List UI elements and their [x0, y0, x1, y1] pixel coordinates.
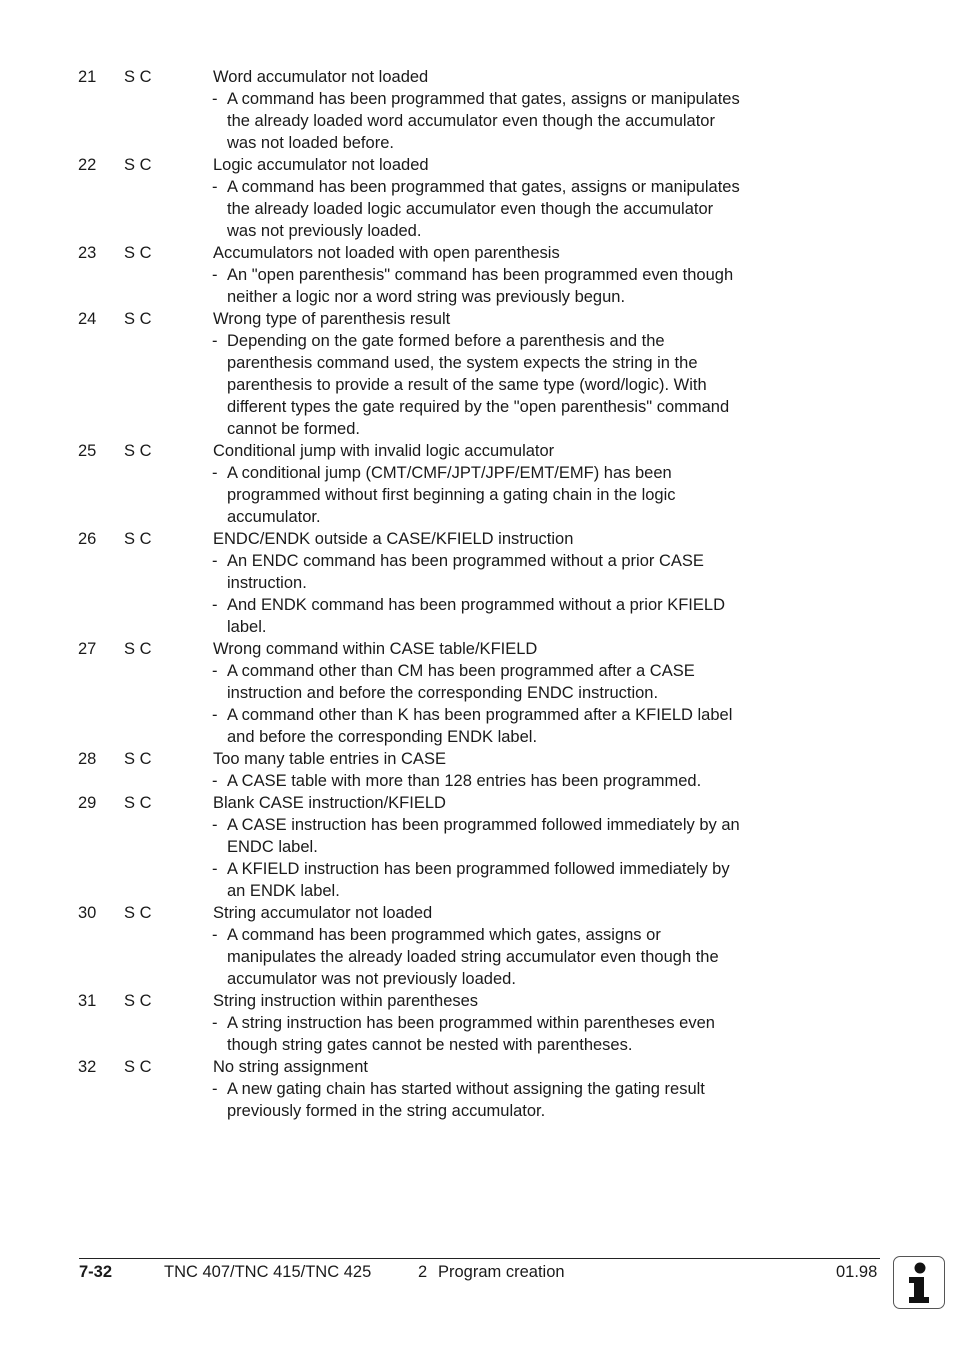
error-title: Logic accumulator not loaded — [213, 156, 429, 174]
cause-text: A command has been programmed which gates, assigns or — [227, 926, 661, 944]
error-type: S C — [124, 310, 152, 328]
cause-line — [0, 704, 954, 726]
error-title: Wrong type of parenthesis result — [213, 310, 451, 328]
cause-line — [0, 968, 954, 990]
error-title: String instruction within parentheses — [213, 992, 479, 1010]
error-title: Too many table entries in CASE — [213, 750, 446, 768]
footer-divider — [79, 1258, 880, 1259]
cause-line — [0, 132, 954, 154]
cause-text: instruction and before the corresponding ENDC instruction. — [227, 684, 659, 702]
error-header — [0, 440, 954, 462]
bullet-dash: - — [212, 1080, 218, 1098]
bullet-dash: - — [212, 706, 218, 724]
bullet-dash: - — [212, 816, 218, 834]
error-entry — [0, 528, 954, 638]
edition-date: 01.98 — [836, 1263, 878, 1281]
cause-line — [0, 616, 954, 638]
error-header — [0, 528, 954, 550]
cause-line — [0, 330, 954, 352]
error-number: 27 — [78, 640, 97, 658]
cause-text: A KFIELD instruction has been programmed followed immediately by — [227, 860, 730, 878]
cause-line — [0, 1078, 954, 1100]
cause-line — [0, 660, 954, 682]
cause-line — [0, 506, 954, 528]
error-header — [0, 154, 954, 176]
error-entry — [0, 1056, 954, 1122]
error-entry — [0, 638, 954, 748]
cause-line — [0, 770, 954, 792]
error-type: S C — [124, 640, 152, 658]
cause-line — [0, 110, 954, 132]
cause-line — [0, 198, 954, 220]
error-entry — [0, 748, 954, 792]
cause-text: and before the corresponding ENDK label. — [227, 728, 538, 746]
chapter-title: Program creation — [438, 1263, 565, 1281]
cause-line — [0, 880, 954, 902]
cause-text: programmed without first beginning a gating chain in the logic — [227, 486, 676, 504]
cause-text: And ENDK command has been programmed without a prior KFIELD — [227, 596, 725, 614]
error-header — [0, 990, 954, 1012]
cause-line — [0, 220, 954, 242]
error-number: 24 — [78, 310, 97, 328]
error-title: ENDC/ENDK outside a CASE/KFIELD instruction — [213, 530, 574, 548]
error-number: 32 — [78, 1058, 97, 1076]
cause-line — [0, 484, 954, 506]
cause-line — [0, 858, 954, 880]
cause-text: different types the gate required by the "open parenthesis" command — [227, 398, 730, 416]
cause-text: the already loaded logic accumulator even though the accumulator — [227, 200, 714, 218]
cause-text: A string instruction has been programmed within parentheses even — [227, 1014, 715, 1032]
cause-line — [0, 814, 954, 836]
cause-text: An ENDC command has been programmed without a prior CASE — [227, 552, 704, 570]
cause-line — [0, 836, 954, 858]
bullet-dash: - — [212, 596, 218, 614]
cause-text: the already loaded word accumulator even though the accumulator — [227, 112, 715, 130]
error-type: S C — [124, 156, 152, 174]
cause-line — [0, 726, 954, 748]
cause-line — [0, 682, 954, 704]
cause-line — [0, 1034, 954, 1056]
cause-line — [0, 572, 954, 594]
error-header — [0, 242, 954, 264]
cause-text: A command other than CM has been programmed after a CASE — [227, 662, 695, 680]
cause-line — [0, 924, 954, 946]
cause-text: an ENDK label. — [227, 882, 340, 900]
error-type: S C — [124, 442, 152, 460]
cause-text: A command other than K has been programmed after a KFIELD label — [227, 706, 733, 724]
cause-text: previously formed in the string accumulator. — [227, 1102, 546, 1120]
error-type: S C — [124, 244, 152, 262]
bullet-dash: - — [212, 772, 218, 790]
error-title: No string assignment — [213, 1058, 368, 1076]
bullet-dash: - — [212, 266, 218, 284]
error-type: S C — [124, 904, 152, 922]
cause-text: An "open parenthesis" command has been programmed even though — [227, 266, 734, 284]
cause-line — [0, 594, 954, 616]
info-icon — [893, 1256, 945, 1309]
bullet-dash: - — [212, 552, 218, 570]
cause-text: neither a logic nor a word string was previously begun. — [227, 288, 626, 306]
cause-text: A CASE table with more than 128 entries has been programmed. — [227, 772, 702, 790]
cause-text: instruction. — [227, 574, 307, 592]
cause-line — [0, 418, 954, 440]
cause-text: parenthesis command used, the system expects the string in the — [227, 354, 698, 372]
error-header — [0, 638, 954, 660]
error-number: 23 — [78, 244, 97, 262]
error-title: Wrong command within CASE table/KFIELD — [213, 640, 538, 658]
error-title: Word accumulator not loaded — [213, 68, 429, 86]
cause-text: A command has been programmed that gates, assigns or manipulates — [227, 90, 740, 108]
cause-text: was not previously loaded. — [227, 222, 422, 240]
cause-text: accumulator was not previously loaded. — [227, 970, 516, 988]
error-type: S C — [124, 750, 152, 768]
bullet-dash: - — [212, 926, 218, 944]
error-title: Blank CASE instruction/KFIELD — [213, 794, 446, 812]
error-header — [0, 792, 954, 814]
error-title: Accumulators not loaded with open parenthesis — [213, 244, 560, 262]
cause-text: A CASE instruction has been programmed followed immediately by an — [227, 816, 740, 834]
bullet-dash: - — [212, 332, 218, 350]
error-number: 28 — [78, 750, 97, 768]
chapter-number: 2 — [418, 1263, 428, 1281]
cause-line — [0, 1100, 954, 1122]
cause-text: was not loaded before. — [227, 134, 394, 152]
error-type: S C — [124, 794, 152, 812]
page-number: 7-32 — [79, 1263, 113, 1281]
error-number: 26 — [78, 530, 97, 548]
cause-line — [0, 88, 954, 110]
cause-text: A new gating chain has started without assigning the gating result — [227, 1080, 705, 1098]
error-entry — [0, 308, 954, 440]
cause-text: manipulates the already loaded string accumulator even though the — [227, 948, 719, 966]
error-title: Conditional jump with invalid logic accumulator — [213, 442, 555, 460]
cause-line — [0, 374, 954, 396]
error-header — [0, 308, 954, 330]
error-type: S C — [124, 530, 152, 548]
cause-line — [0, 550, 954, 572]
cause-text: though string gates cannot be nested with parentheses. — [227, 1036, 633, 1054]
error-entry — [0, 990, 954, 1056]
error-number: 29 — [78, 794, 97, 812]
error-header — [0, 1056, 954, 1078]
cause-line — [0, 176, 954, 198]
bullet-dash: - — [212, 178, 218, 196]
error-header — [0, 902, 954, 924]
cause-line — [0, 1012, 954, 1034]
error-title: String accumulator not loaded — [213, 904, 433, 922]
bullet-dash: - — [212, 662, 218, 680]
error-number: 21 — [78, 68, 97, 86]
error-entry — [0, 66, 954, 154]
product-name: TNC 407/TNC 415/TNC 425 — [164, 1263, 372, 1281]
bullet-dash: - — [212, 1014, 218, 1032]
cause-text: A command has been programmed that gates, assigns or manipulates — [227, 178, 740, 196]
error-type: S C — [124, 1058, 152, 1076]
error-type: S C — [124, 68, 152, 86]
cause-line — [0, 946, 954, 968]
error-entry — [0, 440, 954, 528]
cause-line — [0, 396, 954, 418]
error-header — [0, 748, 954, 770]
cause-text: label. — [227, 618, 267, 636]
cause-line — [0, 286, 954, 308]
cause-text: accumulator. — [227, 508, 321, 526]
error-number: 30 — [78, 904, 97, 922]
error-number: 31 — [78, 992, 97, 1010]
error-list — [0, 66, 954, 1122]
error-entry — [0, 154, 954, 242]
error-type: S C — [124, 992, 152, 1010]
error-entry — [0, 792, 954, 902]
error-entry — [0, 242, 954, 308]
bullet-dash: - — [212, 860, 218, 878]
error-number: 25 — [78, 442, 97, 460]
cause-text: cannot be formed. — [227, 420, 360, 438]
error-number: 22 — [78, 156, 97, 174]
bullet-dash: - — [212, 464, 218, 482]
cause-text: Depending on the gate formed before a parenthesis and the — [227, 332, 665, 350]
cause-text: ENDC label. — [227, 838, 318, 856]
error-entry — [0, 902, 954, 990]
cause-line — [0, 352, 954, 374]
cause-text: A conditional jump (CMT/CMF/JPT/JPF/EMT/EMF) has been — [227, 464, 672, 482]
cause-line — [0, 264, 954, 286]
cause-text: parenthesis to provide a result of the same type (word/logic). With — [227, 376, 707, 394]
error-header — [0, 66, 954, 88]
bullet-dash: - — [212, 90, 218, 108]
cause-line — [0, 462, 954, 484]
